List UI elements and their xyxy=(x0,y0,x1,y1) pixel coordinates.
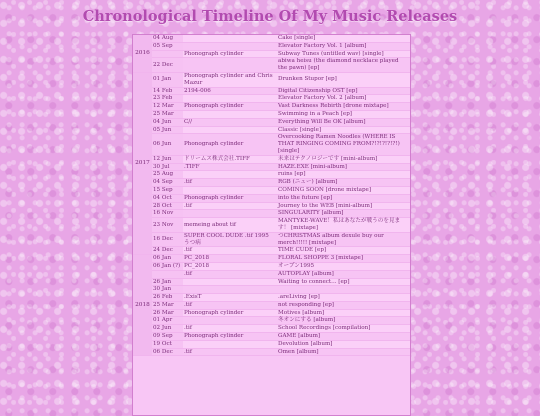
date-cell: 01 Apr xyxy=(152,317,183,325)
release-cell: Vast Darkness Rebirth [drone mixtape] xyxy=(277,103,410,111)
media-cell: .tif xyxy=(183,325,277,333)
date-cell: 05 Sep xyxy=(152,42,183,50)
media-cell: .tif xyxy=(183,247,277,255)
release-cell: Classic [single] xyxy=(277,126,410,134)
media-cell: memeing about tif xyxy=(183,218,277,233)
date-cell: 30 Jul xyxy=(152,163,183,171)
release-cell: MANTYKE-WAVE！私はあなたが戦うのを見ます！ [mixtape] xyxy=(277,218,410,233)
release-cell: Everything Will Be OK [album] xyxy=(277,118,410,126)
table-row xyxy=(133,301,410,309)
date-cell: 09 Sep xyxy=(152,333,183,341)
media-cell xyxy=(183,317,277,325)
table-row xyxy=(133,72,410,87)
media-cell xyxy=(183,210,277,218)
media-cell xyxy=(183,340,277,348)
table-row xyxy=(133,232,410,247)
table-row xyxy=(133,50,410,58)
release-cell: Cake [single] xyxy=(277,35,410,42)
date-cell: 14 Feb xyxy=(152,87,183,95)
media-cell xyxy=(183,35,277,42)
date-cell: 04 Oct xyxy=(152,194,183,202)
date-cell: 25 Mar xyxy=(152,301,183,309)
date-cell: 04 Jun xyxy=(152,118,183,126)
date-cell: 25 Mar xyxy=(152,110,183,118)
release-cell: FLORAL SHOPPE 3 [mixtape] xyxy=(277,255,410,263)
table-row xyxy=(133,155,410,163)
table-row xyxy=(133,134,410,155)
table-row xyxy=(133,278,410,286)
date-cell: 12 Mar xyxy=(152,103,183,111)
media-cell: PC_2018 xyxy=(183,262,277,270)
table-row xyxy=(133,110,410,118)
table-row xyxy=(133,286,410,294)
media-cell: .tif xyxy=(183,301,277,309)
table-row xyxy=(133,309,410,317)
media-cell: Phonograph cylinder xyxy=(183,194,277,202)
media-cell: .ExisT xyxy=(183,294,277,302)
date-cell: 06 Jun xyxy=(152,134,183,155)
release-cell: Digital Citizenship OST [ep] xyxy=(277,87,410,95)
release-cell: 冬オンにする [album] xyxy=(277,317,410,325)
media-cell xyxy=(183,286,277,294)
timeline-table xyxy=(133,35,410,356)
year-cell: 2017 xyxy=(133,72,152,254)
table-row xyxy=(133,262,410,270)
date-cell: 19 Oct xyxy=(152,340,183,348)
date-cell: 28 Oct xyxy=(152,202,183,210)
date-cell: 16 Dec xyxy=(152,232,183,247)
release-cell: GAME [album] xyxy=(277,333,410,341)
release-cell: HAZE.EXE [mini-album] xyxy=(277,163,410,171)
release-cell: つCHRISTMAS album dexule buy our merch!!!!! [mixtape] xyxy=(277,232,410,247)
date-cell: 26 Mar xyxy=(152,309,183,317)
release-cell: TIME CUDE [ep] xyxy=(277,247,410,255)
media-cell: .tif xyxy=(183,348,277,356)
date-cell: 23 Nov xyxy=(152,218,183,233)
year-cell: 2018 xyxy=(133,255,152,356)
date-cell: 06 Jan (?) xyxy=(152,262,183,270)
page-title: Chronological Timeline Of My Music Releases xyxy=(82,8,458,25)
media-cell: Phonograph cylinder xyxy=(183,103,277,111)
release-cell: Waiting to connect... [ep] xyxy=(277,278,410,286)
table-row xyxy=(133,247,410,255)
date-cell: 04 Aug xyxy=(152,35,183,42)
table-row xyxy=(133,210,410,218)
release-cell: Swimming in a Peach [ep] xyxy=(277,110,410,118)
table-row xyxy=(133,126,410,134)
media-cell: Phonograph cylinder xyxy=(183,134,277,155)
media-cell: C// xyxy=(183,118,277,126)
date-cell: 26 Feb xyxy=(152,294,183,302)
table-row xyxy=(133,194,410,202)
date-cell: 26 Jan xyxy=(152,278,183,286)
media-cell xyxy=(183,278,277,286)
table-row xyxy=(133,202,410,210)
media-cell xyxy=(183,58,277,73)
release-cell: School Recordings [compilation] xyxy=(277,325,410,333)
date-cell: 04 Sep xyxy=(152,179,183,187)
release-cell: Drunken Stupor [ep] xyxy=(277,72,410,87)
release-cell: Omen [album] xyxy=(277,348,410,356)
release-cell: オープン1995 xyxy=(277,262,410,270)
media-cell xyxy=(183,171,277,179)
table-row xyxy=(133,58,410,73)
release-cell: Overcooking Ramen Noodles (WHERE IS THAT RINGING COMING FROM?!?!?!?!?!) [single] xyxy=(277,134,410,155)
table-row xyxy=(133,255,410,263)
table-row xyxy=(133,103,410,111)
date-cell xyxy=(152,270,183,278)
media-cell xyxy=(183,95,277,103)
table-row xyxy=(133,118,410,126)
table-row xyxy=(133,179,410,187)
media-cell: Phonograph cylinder xyxy=(183,50,277,58)
media-cell xyxy=(183,186,277,194)
date-cell: 23 Feb xyxy=(152,95,183,103)
media-cell xyxy=(183,126,277,134)
table-row xyxy=(133,348,410,356)
table-row xyxy=(133,317,410,325)
table-row xyxy=(133,163,410,171)
release-cell: into the future [ep] xyxy=(277,194,410,202)
table-row xyxy=(133,218,410,233)
media-cell: 2194-006 xyxy=(183,87,277,95)
date-cell: 22 Dec xyxy=(152,58,183,73)
date-cell: 12 Jun xyxy=(152,155,183,163)
table-row xyxy=(133,294,410,302)
table-row xyxy=(133,95,410,103)
media-cell: .tif xyxy=(183,270,277,278)
release-cell: Motives [album] xyxy=(277,309,410,317)
release-cell: AUTOPLAY [album] xyxy=(277,270,410,278)
timeline-table-container xyxy=(132,34,411,416)
media-cell xyxy=(183,110,277,118)
release-cell: Devolution [album] xyxy=(277,340,410,348)
media-cell: Phonograph cylinder xyxy=(183,333,277,341)
table-row xyxy=(133,340,410,348)
media-cell: Phonograph cylinder and Chris Mazur xyxy=(183,72,277,87)
table-row xyxy=(133,87,410,95)
release-cell: abiwa heisu (the diamond necklace played the pawn) [ep] xyxy=(277,58,410,73)
release-cell xyxy=(277,286,410,294)
release-cell: 未来はテクノロジーです [mini-album] xyxy=(277,155,410,163)
date-cell: 25 Aug xyxy=(152,171,183,179)
table-row xyxy=(133,186,410,194)
table-row xyxy=(133,171,410,179)
date-cell: 24 Dec xyxy=(152,247,183,255)
media-cell: ドリームス株式会社.TIFF xyxy=(183,155,277,163)
release-cell: .areLiving [ep] xyxy=(277,294,410,302)
release-cell: COMING SOON [drone mixtape] xyxy=(277,186,410,194)
date-cell: 15 Sep xyxy=(152,186,183,194)
date-cell: 05 Jun xyxy=(152,126,183,134)
media-cell: .TIFF xyxy=(183,163,277,171)
table-row xyxy=(133,270,410,278)
table-row xyxy=(133,42,410,50)
date-cell: 01 Jan xyxy=(152,72,183,87)
timeline-table-body xyxy=(133,35,410,356)
media-cell: Phonograph cylinder xyxy=(183,309,277,317)
release-cell: ruins [ep] xyxy=(277,171,410,179)
media-cell xyxy=(183,42,277,50)
table-row xyxy=(133,333,410,341)
date-cell: 02 Jun xyxy=(152,325,183,333)
table-row xyxy=(133,35,410,42)
release-cell: not responding [ep] xyxy=(277,301,410,309)
media-cell: PC_2018 xyxy=(183,255,277,263)
media-cell: .tif xyxy=(183,202,277,210)
date-cell: 16 Nov xyxy=(152,210,183,218)
year-cell: 2016 xyxy=(133,35,152,72)
media-cell: .tif xyxy=(183,179,277,187)
media-cell: SUPER COOL DUDE .tif 1995 うつ病 xyxy=(183,232,277,247)
date-cell: 06 Dec xyxy=(152,348,183,356)
release-cell: Subway Tunes (untitled wav) [single] xyxy=(277,50,410,58)
date-cell: 30 Jan xyxy=(152,286,183,294)
release-cell: SINGULARITY [album] xyxy=(277,210,410,218)
table-row xyxy=(133,325,410,333)
release-cell: Elevator Factory Vol. 1 [album] xyxy=(277,42,410,50)
date-cell: 06 Jan xyxy=(152,255,183,263)
release-cell: RGB (ニュー) [album] xyxy=(277,179,410,187)
date-cell xyxy=(152,50,183,58)
release-cell: Elevator Factory Vol. 2 [album] xyxy=(277,95,410,103)
release-cell: Journey to the WEB [mini-album] xyxy=(277,202,410,210)
